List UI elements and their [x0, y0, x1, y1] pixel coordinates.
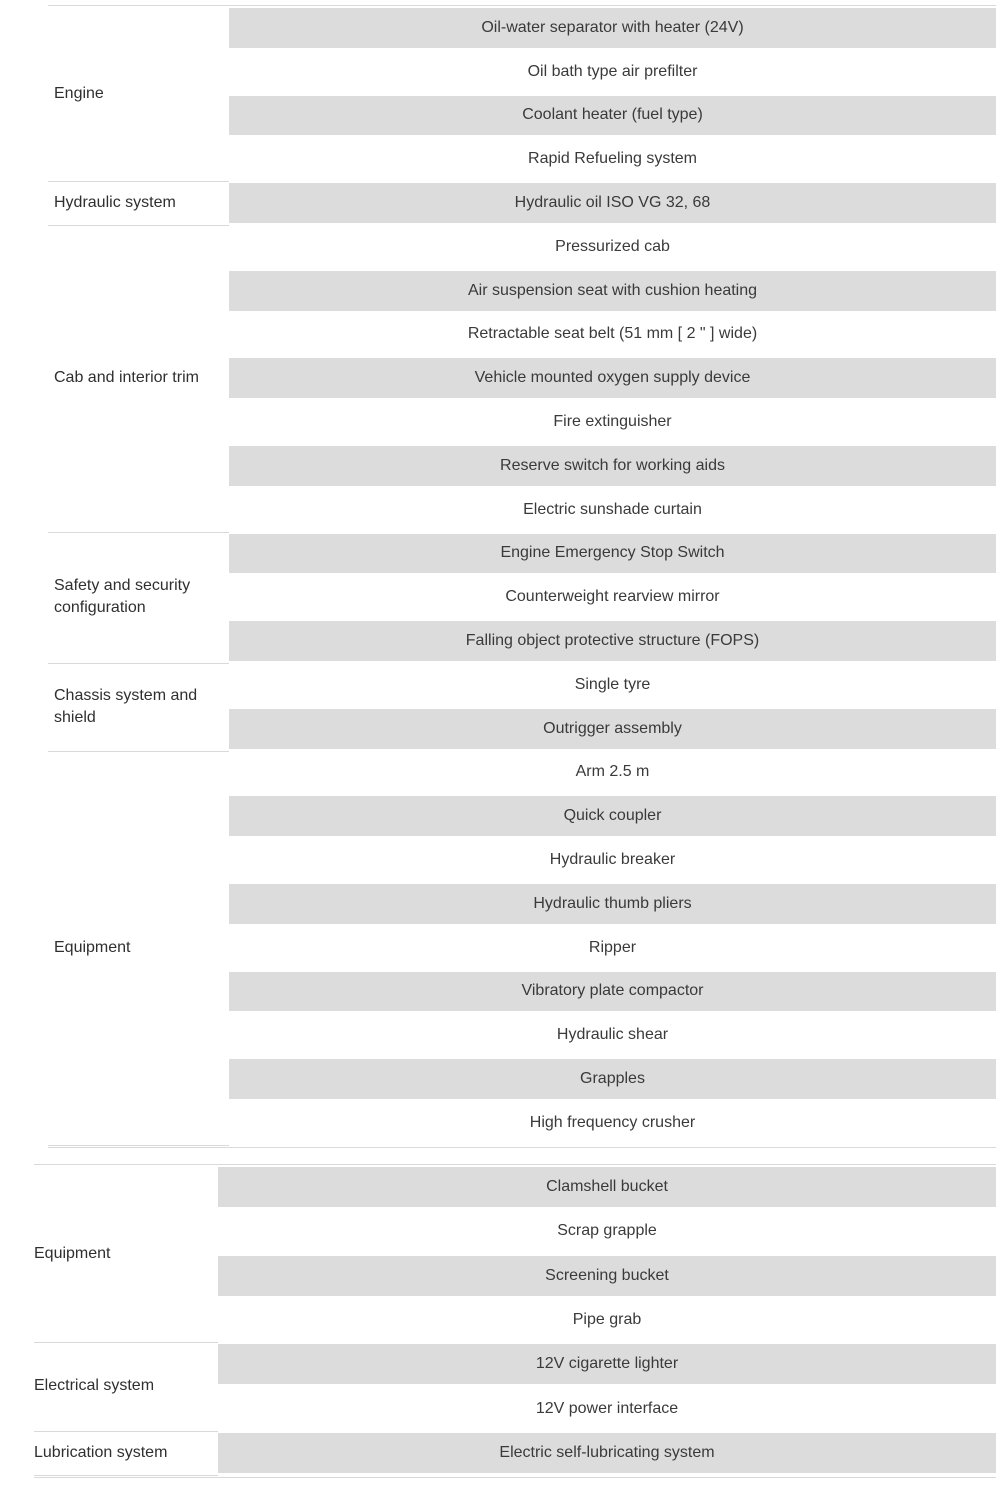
spec-item: Vibratory plate compactor [229, 972, 996, 1012]
spec-item: Engine Emergency Stop Switch [229, 534, 996, 574]
spec-item: Hydraulic breaker [549, 851, 676, 869]
group-label: Hydraulic system [54, 194, 176, 212]
spec-item: Hydraulic oil ISO VG 32, 68 [229, 183, 996, 223]
spec-item: Reserve switch for working aids [229, 446, 996, 486]
spec-item: 12V cigarette lighter [218, 1344, 996, 1384]
spec-item: Pipe grab [572, 1311, 642, 1329]
spec-item: Screening bucket [218, 1256, 996, 1296]
spec-item: Coolant heater (fuel type) [229, 96, 996, 136]
group-label: Equipment [34, 1244, 111, 1262]
spec-item: Oil bath type air prefilter [527, 62, 698, 80]
table2-bottom-rule [34, 1477, 996, 1478]
spec-item: Electric sunshade curtain [523, 500, 702, 518]
spec-item: Hydraulic thumb pliers [229, 884, 996, 924]
spec-item: Electric self-lubricating system [218, 1433, 996, 1473]
spec-item: Vehicle mounted oxygen supply device [229, 358, 996, 398]
spec-item: Falling object protective structure (FOPS) [229, 621, 996, 661]
group-label: Chassis system and shield [54, 686, 198, 726]
group-label: Lubrication system [34, 1443, 168, 1461]
group-label: Equipment [54, 938, 131, 956]
spec-item: Fire extinguisher [553, 413, 672, 431]
spec-item: 12V power interface [535, 1399, 679, 1417]
group-divider [48, 1145, 229, 1146]
spec-item: Single tyre [574, 675, 651, 693]
spec-item: Ripper [588, 938, 637, 956]
spec-item: Outrigger assembly [229, 709, 996, 749]
spec-item: Pressurized cab [555, 237, 670, 255]
spec-item: Retractable seat belt (51 mm [ 2 " ] wide) [467, 325, 758, 343]
spec-item: Hydraulic shear [556, 1026, 669, 1044]
spec-item: Clamshell bucket [218, 1167, 996, 1207]
group-label: Safety and security configuration [54, 577, 191, 617]
spec-item: Quick coupler [229, 796, 996, 836]
spec-item: Scrap grapple [557, 1222, 657, 1240]
group-label: Engine [54, 84, 104, 102]
spec-item: Air suspension seat with cushion heating [229, 271, 996, 311]
table1-bottom-rule [48, 1147, 996, 1148]
spec-item: Oil-water separator with heater (24V) [229, 8, 996, 48]
spec-item: Rapid Refueling system [528, 150, 697, 168]
group-label: Cab and interior trim [54, 369, 199, 387]
group-label: Electrical system [34, 1377, 155, 1395]
spec-item: Grapples [229, 1059, 996, 1099]
spec-item: Counterweight rearview mirror [505, 588, 720, 606]
spec-item: Arm 2.5 m [575, 763, 650, 781]
spec-item: High frequency crusher [529, 1113, 696, 1131]
group-divider [34, 1475, 218, 1476]
